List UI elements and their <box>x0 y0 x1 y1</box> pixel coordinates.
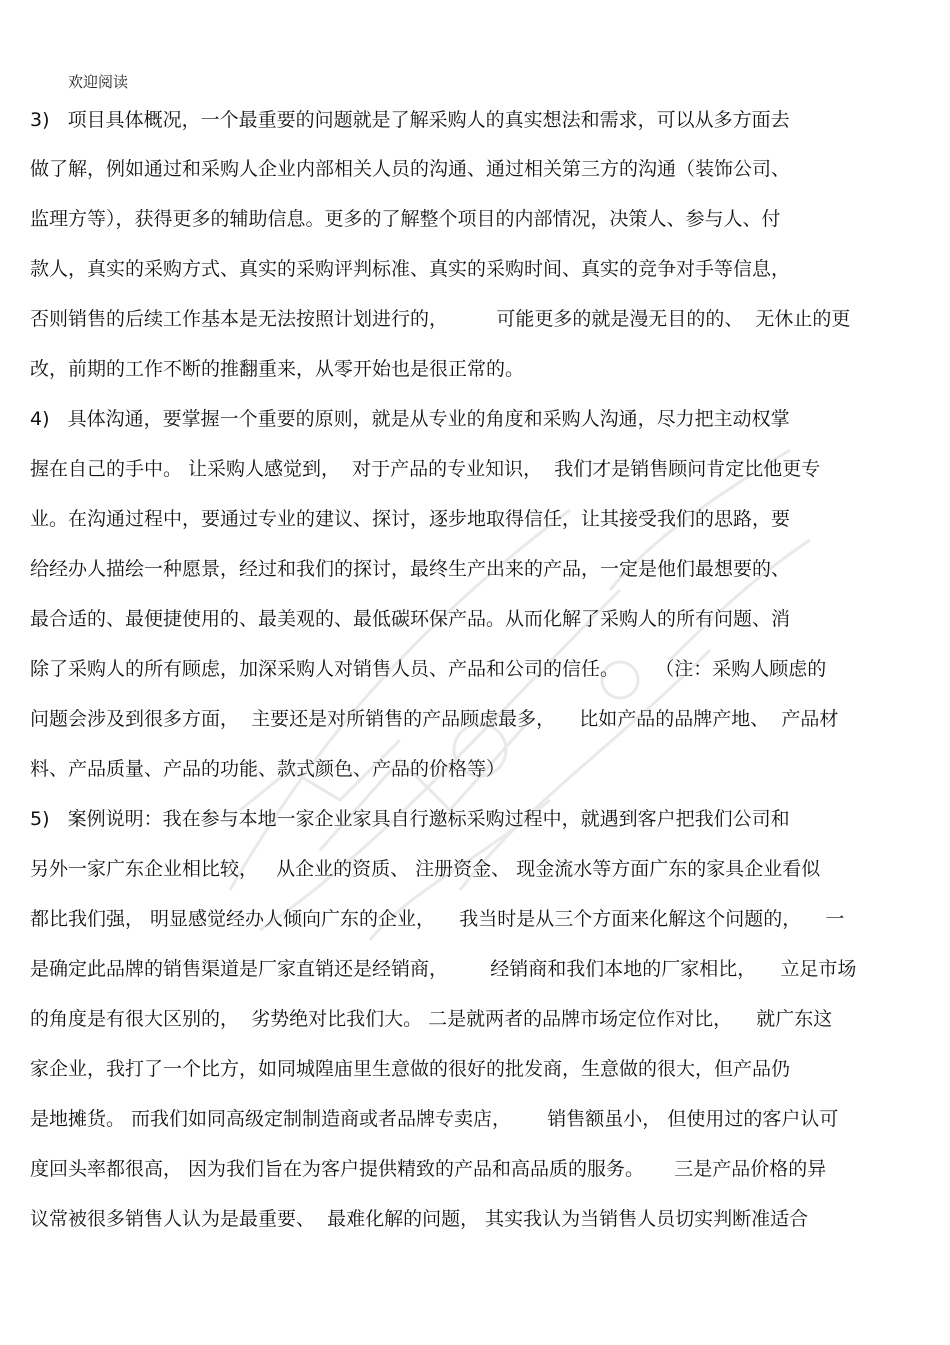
text-line: 给经办人描绘一种愿景，经过和我们的探讨，最终生产出来的产品，一定是他们最想要的、 <box>30 558 791 580</box>
text-line: 家企业，我打了一个比方，如同城隍庙里生意做的很好的批发商，生意做的很大，但产品仍 <box>30 1058 791 1080</box>
text-line: 是确定此品牌的销售渠道是厂家直销还是经销商， 经销商和我们本地的厂家相比， 立足市场 <box>30 958 857 980</box>
text-line: 3) 项目具体概况，一个最重要的问题就是了解采购人的真实想法和需求，可以从多方面去 <box>30 109 790 131</box>
text-line: 度回头率都很高， 因为我们旨在为客户提供精致的产品和高品质的服务。 三是产品价格的异 <box>30 1158 827 1180</box>
text-line: 料、产品质量、产品的功能、款式颜色、产品的价格等） <box>30 758 506 780</box>
text-line: 另外一家广东企业相比较， 从企业的资质、 注册资金、 现金流水等方面广东的家具企业看似 <box>30 858 821 880</box>
text-line: 款人，真实的采购方式、真实的采购评判标准、真实的采购时间、真实的竞争对手等信息， <box>30 258 791 280</box>
text-line: 4) 具体沟通，要掌握一个重要的原则，就是从专业的角度和采购人沟通，尽力把主动权掌 <box>30 408 790 430</box>
text-line: 握在自己的手中。 让采购人感觉到， 对于产品的专业知识， 我们才是销售顾问肯定比他更专 <box>30 458 821 480</box>
page-header: 欢迎阅读 <box>68 73 129 91</box>
text-line: 问题会涉及到很多方面， 主要还是对所销售的产品顾虑最多， 比如产品的品牌产地、 产品材 <box>30 708 839 730</box>
text-line: 做了解，例如通过和采购人企业内部相关人员的沟通、通过相关第三方的沟通（装饰公司、 <box>30 158 791 180</box>
text-line: 否则销售的后续工作基本是无法按照计划进行的， 可能更多的就是漫无目的的、 无休止的更 <box>30 308 851 330</box>
text-line: 是地摊货。 而我们如同高级定制制造商或者品牌专卖店， 销售额虽小， 但使用过的客户认可 <box>30 1108 839 1130</box>
text-line: 的角度是有很大区别的， 劣势绝对比我们大。 二是就两者的品牌市场定位作对比， 就广东这 <box>30 1008 833 1030</box>
text-line: 5) 案例说明：我在参与本地一家企业家具自行邀标采购过程中，就遇到客户把我们公司和 <box>30 808 790 830</box>
text-line: 都比我们强， 明显感觉经办人倾向广东的企业， 我当时是从三个方面来化解这个问题的， 一 <box>30 908 845 930</box>
text-line: 监理方等），获得更多的辅助信息。更多的了解整个项目的内部情况，决策人、参与人、付 <box>30 208 781 230</box>
text-line: 除了采购人的所有顾虑，加深采购人对销售人员、产品和公司的信任。 （注：采购人顾虑的 <box>30 658 827 680</box>
text-line: 业。在沟通过程中，要通过专业的建议、探讨，逐步地取得信任，让其接受我们的思路，要 <box>30 508 791 530</box>
text-line: 最合适的、最便捷使用的、最美观的、最低碳环保产品。从而化解了采购人的所有问题、消 <box>30 608 791 630</box>
text-line: 议常被很多销售人认为是最重要、 最难化解的问题， 其实我认为当销售人员切实判断准适合 <box>30 1208 809 1230</box>
text-line: 改，前期的工作不断的推翻重来，从零开始也是很正常的。 <box>30 358 525 380</box>
watermark-graphic <box>150 330 870 1050</box>
